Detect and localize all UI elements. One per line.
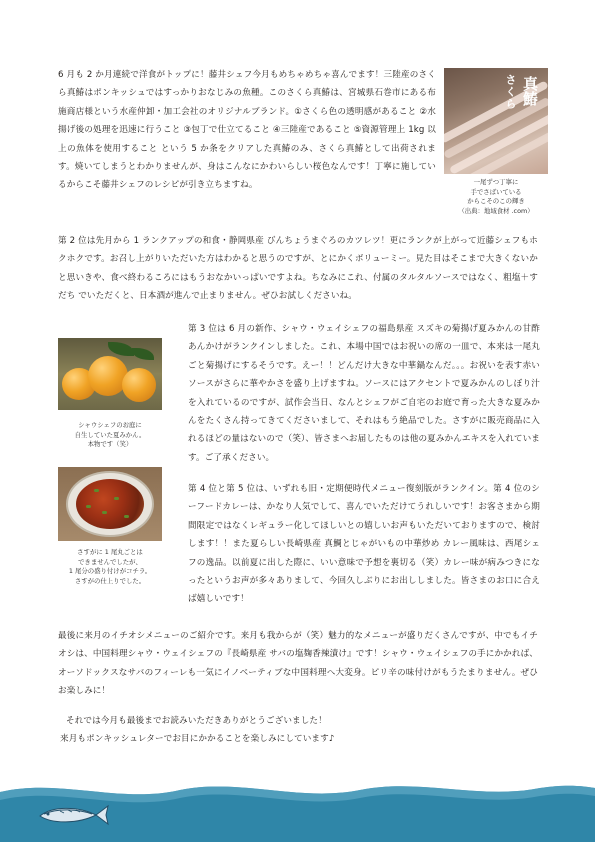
fourth-fifth-place-paragraph: 第 4 位と第 5 位は、いずれも旧・定期便時代メニュー復刻版がランクイン。第 4 位のシーフードカレーは、かなり人気でして、喜んでいただけてうれしいです！お客さまから期間限定ではなくレギュラー化してほしいとの嬉しいお声もいただいておりますので、検討します！！また夏らしい長崎県産 真鯛とじゃがいもの中華炒め カレー風味は、西尾シェフの逸品。以前夏に出した際に、いい意味で予想を裏切る（笑）カレー味が病みつきになったというお声が多々ありまして、今回久しぶりにお出ししました。皆さまのお口に合えば嬉しいです！ <box>188 484 540 605</box>
closing-message <box>58 712 538 749</box>
sakura-sawara-photo <box>444 68 548 174</box>
orange-photo-caption: シャウシェフのお庭に 自生していた夏みかん。 本物です（笑） <box>74 421 146 449</box>
closing-line-2: 来月もポンキッシュレターでお目にかかることを楽しみにしています♪ <box>60 734 335 745</box>
suzuki-dish-photo <box>58 467 162 541</box>
summer-orange-photo <box>58 338 162 410</box>
photo-label-large: 真鰆 <box>521 76 539 106</box>
closing-line-1: それでは今月も最後までお読みいただきありがとうございました！ <box>66 716 327 726</box>
sakura-photo-caption: 一尾ずつ丁寧に 手でさばいている からこそのこの輝き （出典：地域食材 .com） <box>458 178 534 215</box>
intro-paragraph: 6 月も 2 か月連続で洋食がトップに！藤井シェフ今月もめちゃめちゃ喜んでます！三陸産のさくら真鰆はポンキッシュではすっかりおなじみの魚種。このさくら真鰆は、宮城県石巻市にある布施商店様という水産仲卸・加工会社のオリジナルブランド。①さくら色の透明感があること ②水揚げ後の処理を迅速に行うこと ③包丁で仕立てること ④三陸産であること ⑤資源管理上 1kg 以上の魚体を使用すること という 5 か条をクリアした真鰆のみ、さくら真鰆として出荷されます。焼いてしまうとわかりませんが、身はこんなにかわいらしい桜色なんです！丁寧に施しているからこそ藤井シェフのレシピが引き立ちますね。 <box>58 70 436 191</box>
sea-wave-footer <box>0 778 595 842</box>
dish-photo-caption: さすがに 1 尾丸ごとは できませんでしたが、 1 尾分の盛り付けがコチラ。 さすがの仕上りでした。 <box>68 548 152 585</box>
third-place-paragraph: 第 3 位は 6 月の新作、シャウ・ウェイシェフの福島県産 スズキの菊揚げ夏みかんの甘酢あんかけがランクインしました。これ、本場中国ではお祝いの席の一皿で、本来は一尾丸ごと菊揚げにするそうです。えー！！どんだけ大きな中華鍋なんだ。。。お祝いを表す赤いソースがさらに華やかさを盛り上げますね。ソースにはアクセントで夏みかんのしぼり汁を入れているのですが、試作会当日、なんとシェフがご自宅のお庭で育った大きな夏みかんをたくさん持ってきてくださいまして、それはもう絶品でした。さすがに販売商品に入れるほどの量はないので（笑）、皆さまへお届したものは他の夏みかんエキスを入れています。ご了承ください。 <box>188 324 540 463</box>
next-month-paragraph: 最後に来月のイチオシメニューのご紹介です。来月も我からが（笑）魅力的なメニューが盛りだくさんですが、中でもイチオシは、中国料理シャウ・ウェイシェフの『長崎県産 サバの塩麹香辣漬け』です！シャウ・ウェイシェフの手にかかれば、オーソドックスなサバのフィーレも一気にイノベーティブな中国料理へ大変身。ピリ辛の味付けがもうたまりません。ぜひお楽しみに！ <box>58 631 538 697</box>
second-place-paragraph: 第 2 位は先月から 1 ランクアップの和食・静岡県産 びんちょうまぐろのカツレツ！更にランクが上がって近藤シェフもホクホクです。お召し上がりいただいた方はわかると思うのですが、とにかくボリューミー。見た目はそこまで大きくないかと思いきや、食べ終わるころにはもうおなかいっぱいですよね。ちなみにこれ、付属のタルタルソースではなく、粗塩＋すだち でいただくと、日本酒が進んで止まりません。ぜひお試しくださいね。 <box>58 236 538 302</box>
photo-label-small: さくら <box>504 74 517 110</box>
